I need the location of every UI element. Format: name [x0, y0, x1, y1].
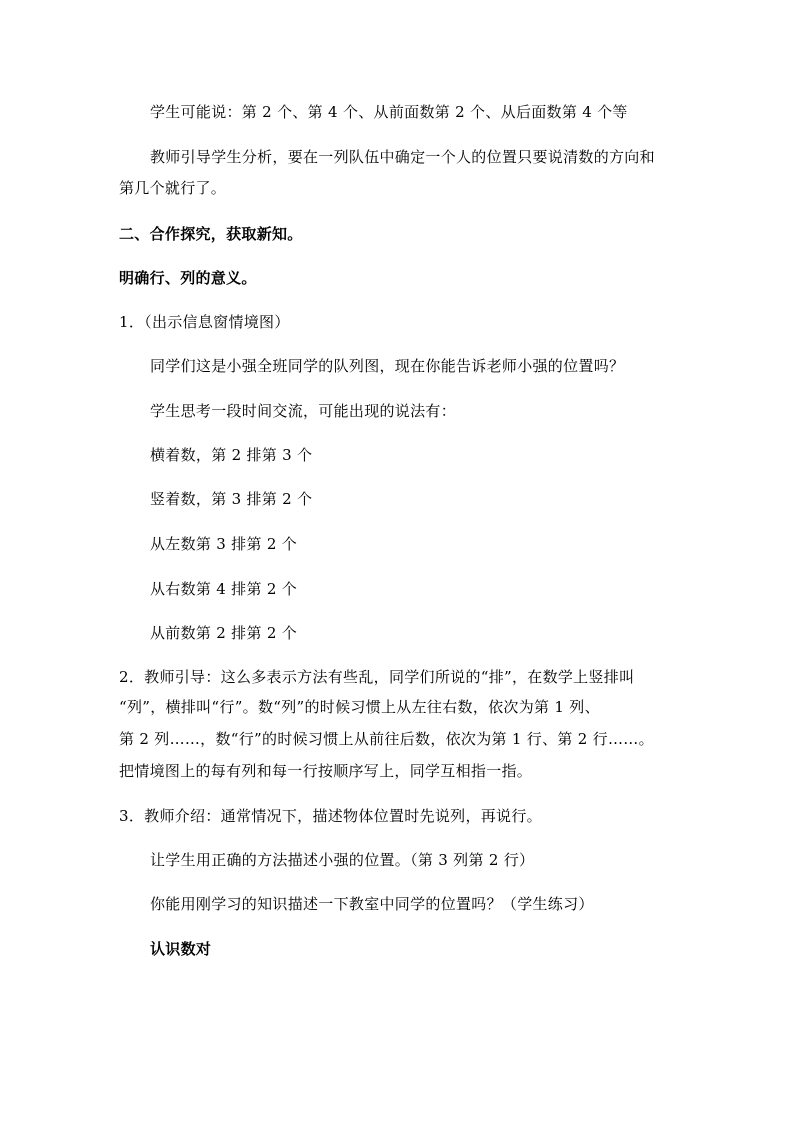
list-item-3: 3．教师介绍：通常情况下，描述物体位置时先说列，再说行。 [119, 807, 542, 825]
paragraph-teacher-guide-line2: 第几个就行了。 [119, 179, 227, 197]
answer-option-3: 从左数第 3 排第 2 个 [150, 535, 298, 553]
answer-option-2: 竖着数，第 3 排第 2 个 [150, 490, 313, 508]
question-xiaoqiang-position: 同学们这是小强全班同学的队列图，现在你能告诉老师小强的位置吗？ [150, 357, 625, 375]
classroom-practice: 你能用刚学习的知识描述一下教室中同学的位置吗？（学生练习） [150, 895, 594, 913]
student-discussion: 学生思考一段时间交流，可能出现的说法有： [150, 402, 457, 420]
list-item-2-line3: 第 2 列……，数“行”的时候习惯上从前往后数，依次为第 1 行、第 2 行……。 [119, 730, 654, 748]
paragraph-student-answers: 学生可能说：第 2 个、第 4 个、从前面数第 2 个、从后面数第 4 个等 [150, 103, 628, 121]
answer-option-1: 横着数，第 2 排第 3 个 [150, 446, 313, 464]
list-item-2-line2: “列”，横排叫“行”。数“列”的时候习惯上从左往右数，依次为第 1 列、 [119, 698, 600, 716]
answer-option-4: 从右数第 4 排第 2 个 [150, 580, 298, 598]
paragraph-teacher-guide-line1: 教师引导学生分析，要在一列队伍中确定一个人的位置只要说清数的方向和 [150, 148, 655, 166]
list-item-1: 1．（出示信息窗情境图） [119, 313, 290, 331]
list-item-2-line1: 2．教师引导：这么多表示方法有些乱，同学们所说的“排”，在数学上竖排叫 [119, 668, 635, 686]
describe-xiaoqiang-position: 让学生用正确的方法描述小强的位置。（第 3 列第 2 行） [150, 851, 535, 869]
list-item-2-line4: 把情境图上的每有列和每一行按顺序写上，同学互相指一指。 [119, 762, 533, 780]
section-heading-cooperation: 二、合作探究，获取新知。 [119, 225, 303, 243]
answer-option-5: 从前数第 2 排第 2 个 [150, 624, 298, 642]
heading-number-pairs: 认识数对 [150, 940, 212, 958]
subheading-row-column-meaning: 明确行、列的意义。 [119, 269, 257, 287]
